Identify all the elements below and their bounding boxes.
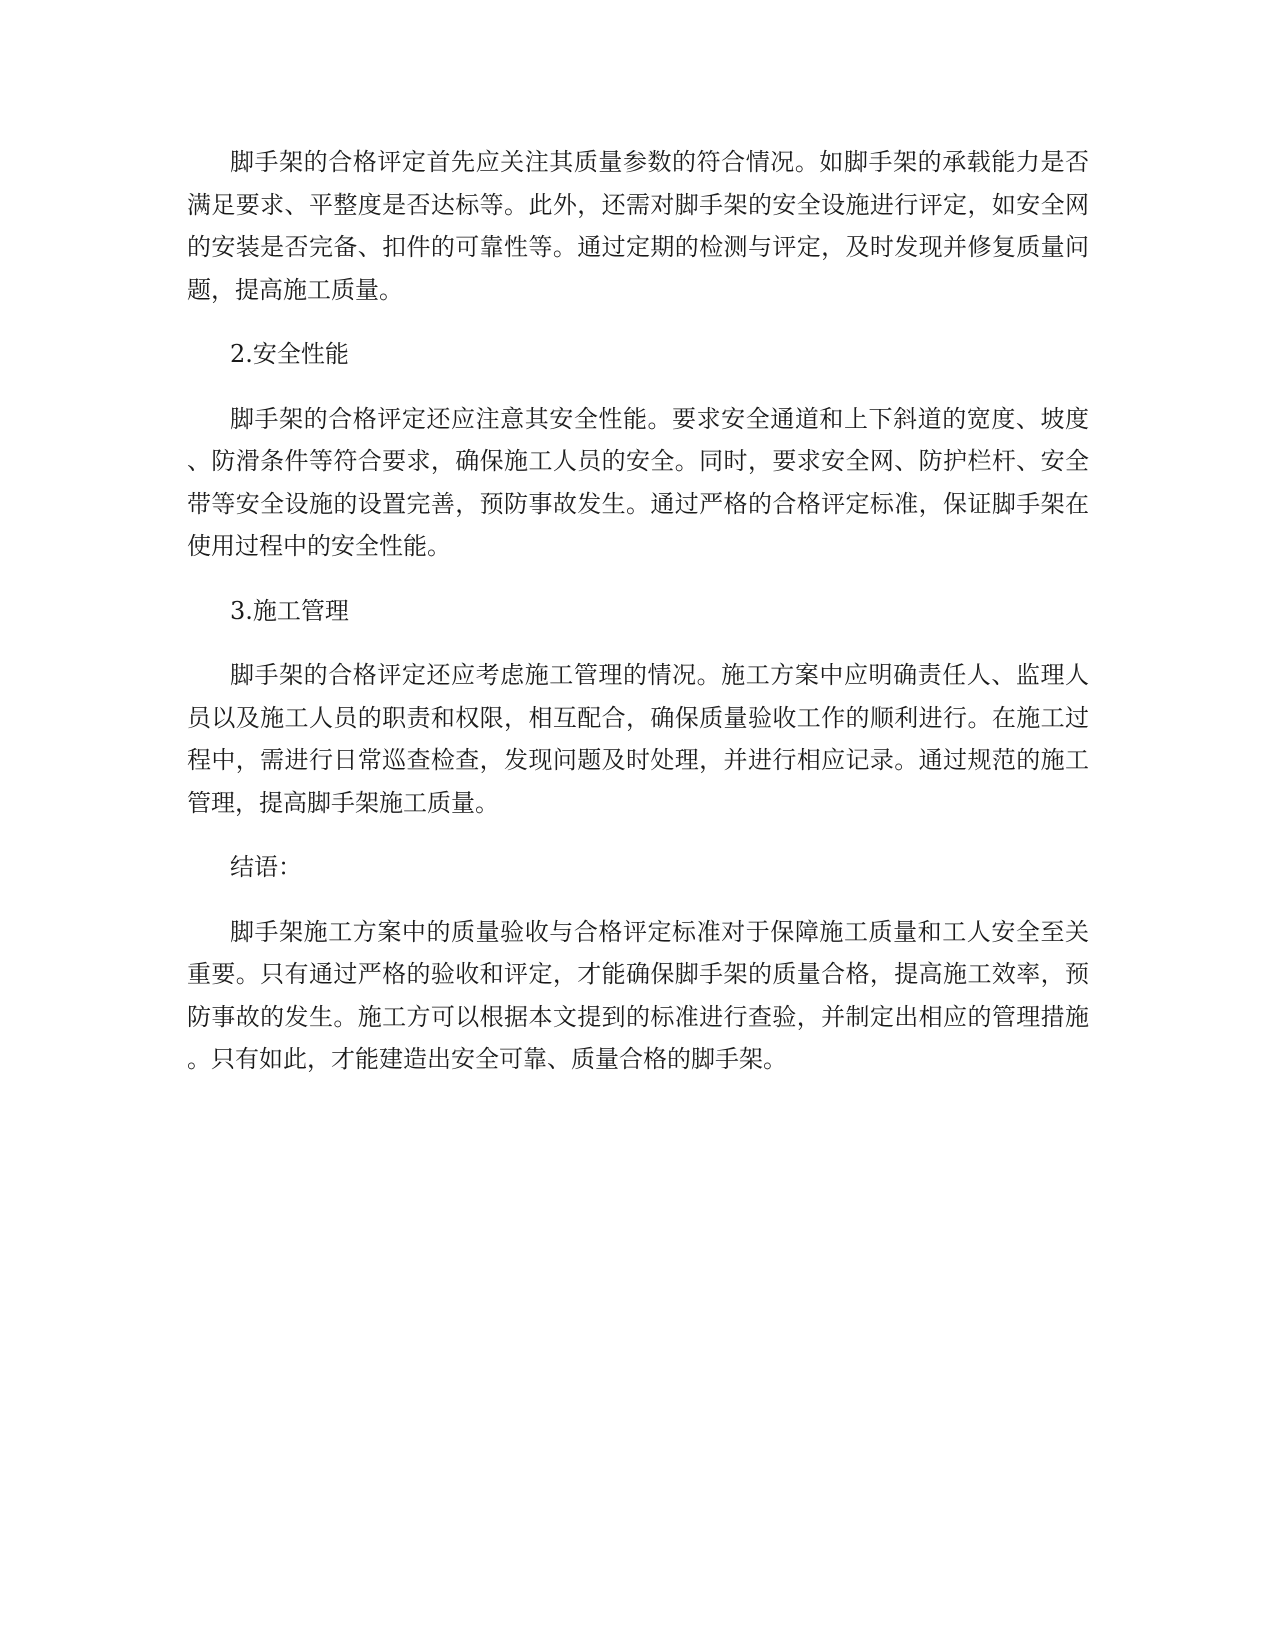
paragraph-quality-parameters: 脚手架的合格评定首先应关注其质量参数的符合情况。如脚手架的承载能力是否满足要求、平整度是否达标等。此外，还需对脚手架的安全设施进行评定，如安全网的安装是否完备、扣件的可靠性等。通过定期的检测与评定，及时发现并修复质量问题，提高施工质量。 (187, 148, 1089, 304)
section-heading-construction-management: 3.施工管理 (230, 596, 349, 625)
section-heading-safety-performance: 2.安全性能 (230, 340, 349, 368)
document-body (187, 141, 1089, 1103)
paragraph-safety-performance: 脚手架的合格评定还应注意其安全性能。要求安全通道和上下斜道的宽度、坡度、防滑条件等符合要求，确保施工人员的安全。同时，要求安全网、防护栏杆、安全带等安全设施的设置完善，预防事故发生。通过严格的合格评定标准，保证脚手架在使用过程中的安全性能。 (187, 404, 1089, 560)
paragraph-construction-management: 脚手架的合格评定还应考虑施工管理的情况。施工方案中应明确责任人、监理人员以及施工人员的职责和权限，相互配合，确保质量验收工作的顺利进行。在施工过程中，需进行日常巡查检查，发现问题及时处理，并进行相应记录。通过规范的施工管理，提高脚手架施工质量。 (187, 661, 1089, 817)
section-heading-conclusion: 结语： (230, 853, 302, 881)
paragraph-conclusion: 脚手架施工方案中的质量验收与合格评定标准对于保障施工质量和工人安全至关重要。只有通过严格的验收和评定，才能确保脚手架的质量合格，提高施工效率，预防事故的发生。施工方可以根据本文提到的标准进行查验，并制定出相应的管理措施。只有如此，才能建造出安全可靠、质量合格的脚手架。 (187, 917, 1089, 1073)
